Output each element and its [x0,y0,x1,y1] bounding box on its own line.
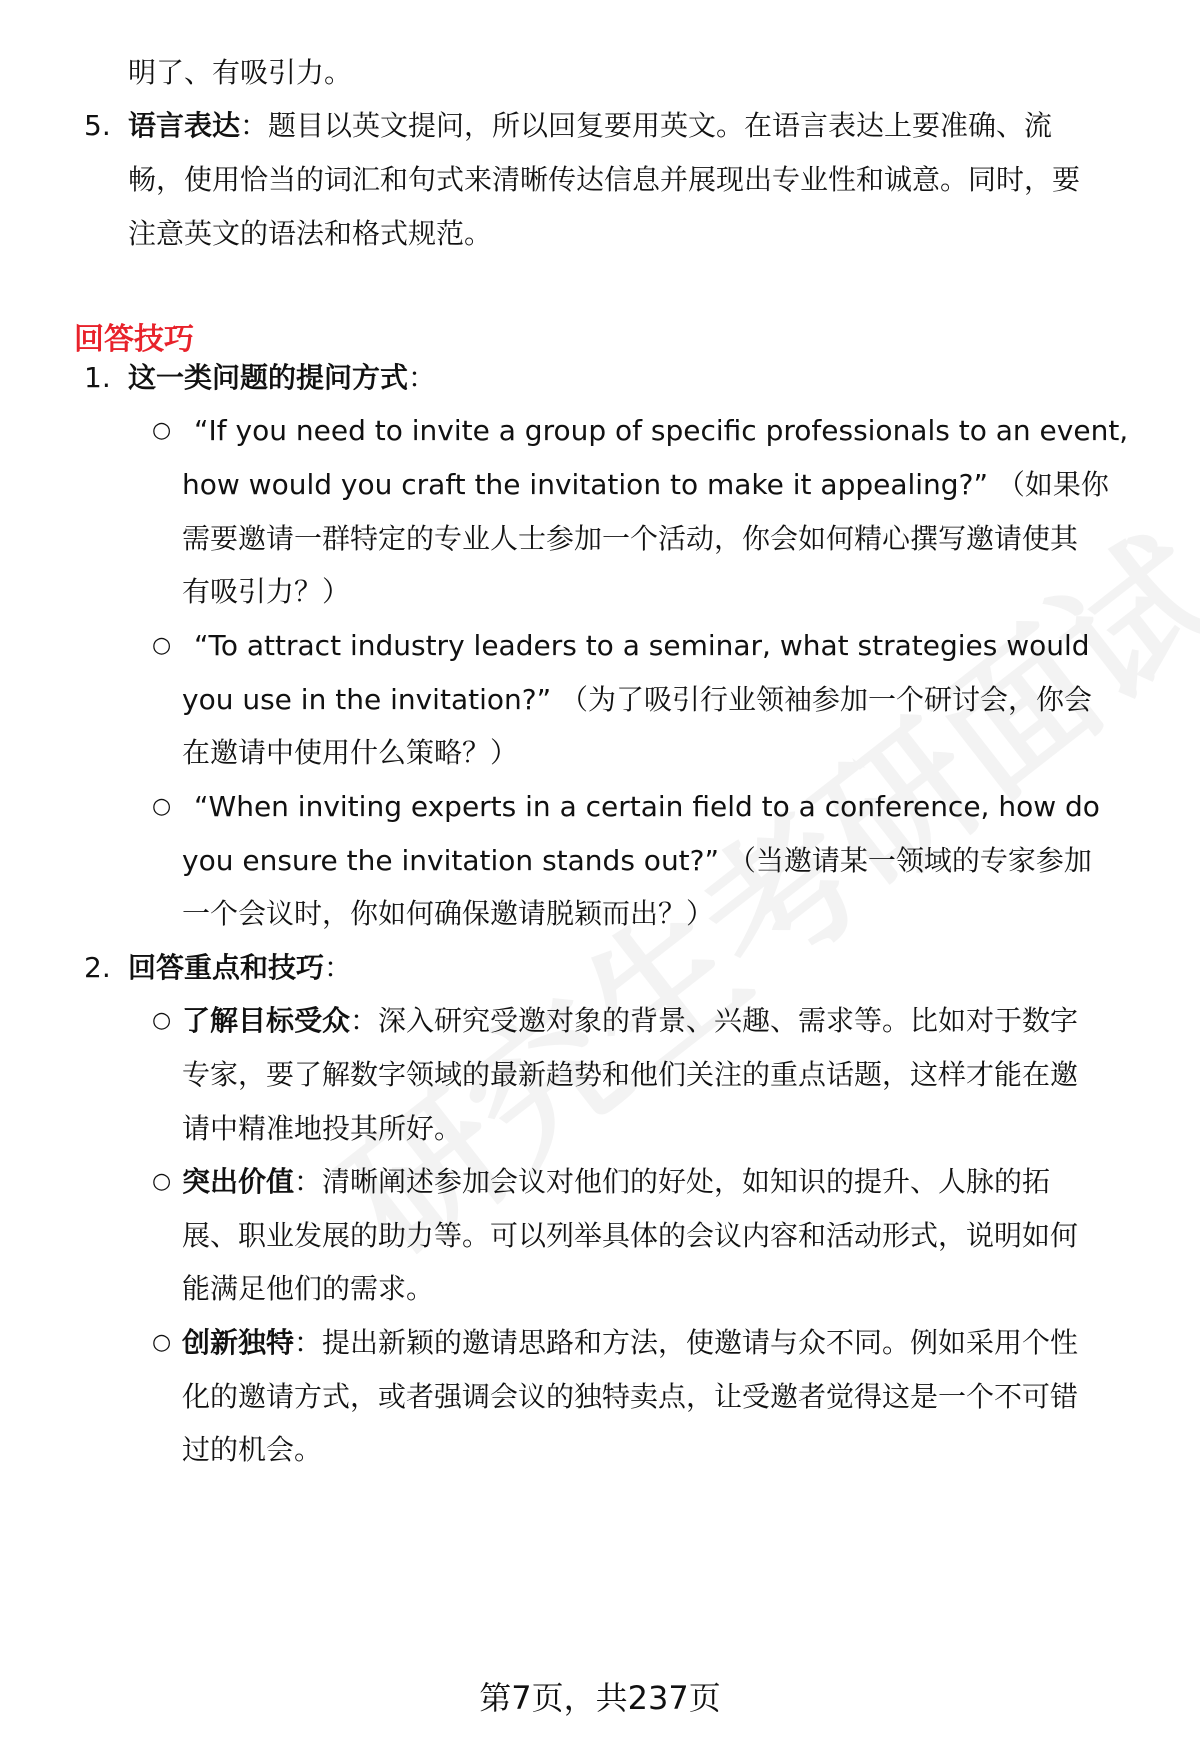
tip-label: 突出价值 [182,1165,295,1198]
item-separator: ： [324,951,353,984]
bullet-line: “If you need to invite a group of specific professionals to an event, [194,414,1129,447]
bullet-line: 在邀请中使用什么策略？） [182,736,519,769]
tip-separator: ： [294,1165,323,1198]
item-label: 这一类问题的提问方式 [128,361,409,394]
bullet-line: 过的机会。 [182,1433,323,1466]
tip-value [182,1162,1050,1202]
tip-text: 提出新颖的邀请思路和方法，使邀请与众不同。例如采用个性 [322,1326,1079,1359]
item-label: 语言表达 [128,109,241,142]
bullet-line: 有吸引力？） [182,575,351,608]
list-number: 1. [84,361,111,394]
item-text: 题目以英文提问，所以回复要用英文。在语言表达上要准确、流 [268,109,1053,142]
bullet-line: 请中精准地投其所好。 [182,1112,463,1145]
bullet-line: you use in the invitation?” （为了吸引行业领袖参加一个研讨会，你会 [182,683,1093,716]
bullet-line: how would you craft the invitation to make it appealing?” （如果你 [182,468,1109,501]
tip-separator: ： [350,1004,379,1037]
list-item-2 [128,948,352,988]
section-heading: 回答技巧 [74,322,194,357]
bullet-line: “To attract industry leaders to a seminar, what strategies would [194,629,1090,662]
bullet-circle-icon: ○ [152,1008,172,1033]
tip-innovation [182,1323,1078,1363]
tip-separator: ： [294,1326,323,1359]
item-label: 回答重点和技巧 [128,951,325,984]
bullet-line: 能满足他们的需求。 [182,1272,435,1305]
item-separator: ： [240,109,269,142]
bullet-line: you ensure the invitation stands out?” （当邀请某一领域的专家参加 [182,844,1092,877]
list-number: 5. [84,109,111,142]
bullet-circle-icon: ○ [152,794,172,819]
page-footer: 第7页，共237页 [479,1679,721,1717]
list-item-5 [128,106,1052,146]
bullet-circle-icon: ○ [152,1330,172,1355]
bullet-line: 展、职业发展的助力等。可以列举具体的会议内容和活动形式，说明如何 [182,1219,1079,1252]
bullet-circle-icon: ○ [152,1169,172,1194]
paragraph-line: 注意英文的语法和格式规范。 [128,217,493,250]
bullet-line: 一个会议时，你如何确保邀请脱颖而出？） [182,897,715,930]
bullet-line: 需要邀请一群特定的专业人士参加一个活动，你会如何精心撰写邀请使其 [182,522,1079,555]
tip-label: 了解目标受众 [182,1004,351,1037]
tip-label: 创新独特 [182,1326,295,1359]
bullet-line: 专家，要了解数字领域的最新趋势和他们关注的重点话题，这样才能在邀 [182,1058,1079,1091]
list-item-1 [128,358,436,398]
tip-audience [182,1001,1078,1041]
list-number: 2. [84,951,111,984]
bullet-line: 化的邀请方式，或者强调会议的独特卖点，让受邀者觉得这是一个不可错 [182,1380,1079,1413]
paragraph-line: 畅，使用恰当的词汇和句式来清晰传达信息并展现出专业性和诚意。同时，要 [128,163,1081,196]
paragraph-line: 明了、有吸引力。 [128,56,353,89]
bullet-circle-icon: ○ [152,418,172,443]
bullet-circle-icon: ○ [152,633,172,658]
tip-text: 深入研究受邀对象的背景、兴趣、需求等。比如对于数字 [378,1004,1079,1037]
bullet-line: “When inviting experts in a certain field to a conference, how do [194,790,1100,823]
tip-text: 清晰阐述参加会议对他们的好处，如知识的提升、人脉的拓 [322,1165,1051,1198]
item-separator: ： [408,361,437,394]
